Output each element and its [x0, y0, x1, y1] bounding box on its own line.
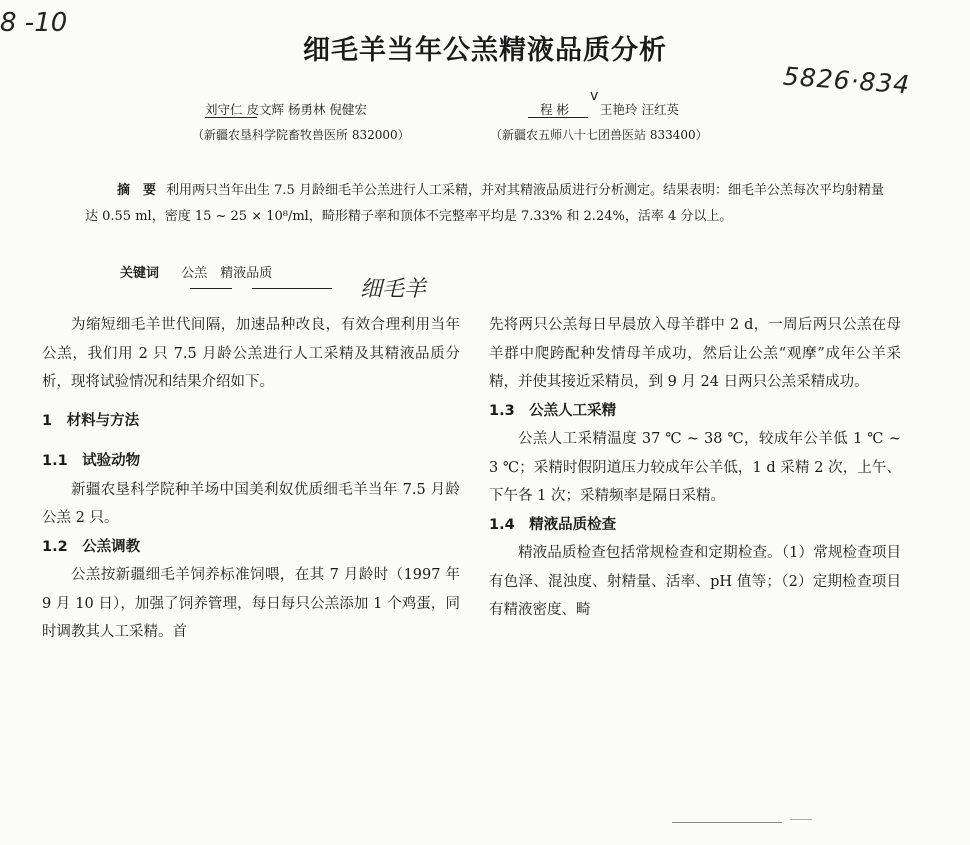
section-1-2-text: 公羔按新疆细毛羊饲养标准饲喂，在其 7 月龄时（1997 年 9 月 10 日），加强了饲养管理，每日每只公羔添加 1 个鸡蛋，同时调教其人工采精。首 [42, 567, 460, 640]
handwritten-tick: v [590, 88, 599, 104]
section-1-4-text: 精液品质检查包括常规检查和定期检查。（1）常规检查项目有色泽、混浊度、射精量、活率、pH 值等；（2）定期检查项目有精液密度、畸 [489, 545, 901, 618]
handwritten-note-top-right: 5826·834 [782, 61, 912, 100]
body-right-column [489, 311, 901, 625]
section-1-3-text: 公羔人工采精温度 37 ℃ ~ 38 ℃，较成年公羊低 1 ℃ ~ 3 ℃；采精时假阴道压力较成年公羊低，1 d 采精 2 次，上午、下午各 1 次；采精频率是隔日采精。 [489, 431, 901, 504]
keywords-line [120, 262, 272, 281]
keywords-label: 关键词 [120, 266, 160, 281]
body-left-column [42, 311, 460, 647]
handwritten-note-top-left: 8 -10 [0, 8, 68, 38]
keyword-underline-2 [252, 288, 332, 289]
authors-right-first: 程 彬 [540, 102, 569, 117]
keyword-underline-1 [190, 288, 232, 289]
authors-left: 刘守仁 皮文辉 杨勇林 倪健宏 [205, 102, 367, 117]
scan-mark [672, 822, 782, 823]
handwritten-keyword-note: 细毛羊 [360, 277, 427, 302]
page-title: 细毛羊当年公羔精液品质分析 [303, 35, 667, 66]
section-1-heading: 1 材料与方法 [42, 412, 140, 429]
keywords-value: 公羔 精液品质 [181, 266, 273, 281]
affiliation-left: （新疆农垦科学院畜牧兽医所 832000） [192, 128, 410, 142]
author-underline-left [205, 117, 257, 118]
abstract-label: 摘 要 [117, 183, 157, 198]
abstract-text: 利用两只当年出生 7.5 月龄细毛羊公羔进行人工采精，并对其精液品质进行分析测定。结果表明：细毛羊公羔每次平均射精量达 0.55 ml，密度 15 ~ 25 × 10⁸/ml，畸形精子率和顶体不完整率平均是 7.33% 和 2.24%，活率 4 分以上。 [85, 183, 884, 224]
section-1-2-heading: 1.2 公羔调教 [42, 538, 141, 555]
section-1-1-text: 新疆农垦科学院种羊场中国美利奴优质细毛羊当年 7.5 月龄公羔 2 只。 [42, 481, 460, 526]
section-1-1-heading: 1.1 试验动物 [42, 453, 141, 469]
authors-right-rest: 王艳玲 汪红英 [600, 102, 679, 117]
continued-paragraph: 先将两只公羔每日早晨放入母羊群中 2 d，一周后两只公羔在母羊群中爬跨配种发情母羊成功，然后让公羔“观摩”成年公羊采精，并使其接近采精员，到 9 月 24 日两只公羔采精成功。 [489, 317, 901, 390]
abstract [85, 178, 885, 230]
intro-paragraph: 为缩短细毛羊世代间隔，加速品种改良，有效合理利用当年公羔，我们用 2 只 7.5 月龄公羔进行人工采精及其精液品质分析，现将试验情况和结果介绍如下。 [42, 317, 460, 390]
section-1-3-heading: 1.3 公羔人工采精 [489, 402, 617, 419]
affiliation-right: （新疆农五师八十七团兽医站 833400） [490, 128, 708, 142]
section-1-4-heading: 1.4 精液品质检查 [489, 516, 617, 533]
scan-mark-2 [790, 819, 812, 820]
author-underline-right [528, 117, 588, 118]
